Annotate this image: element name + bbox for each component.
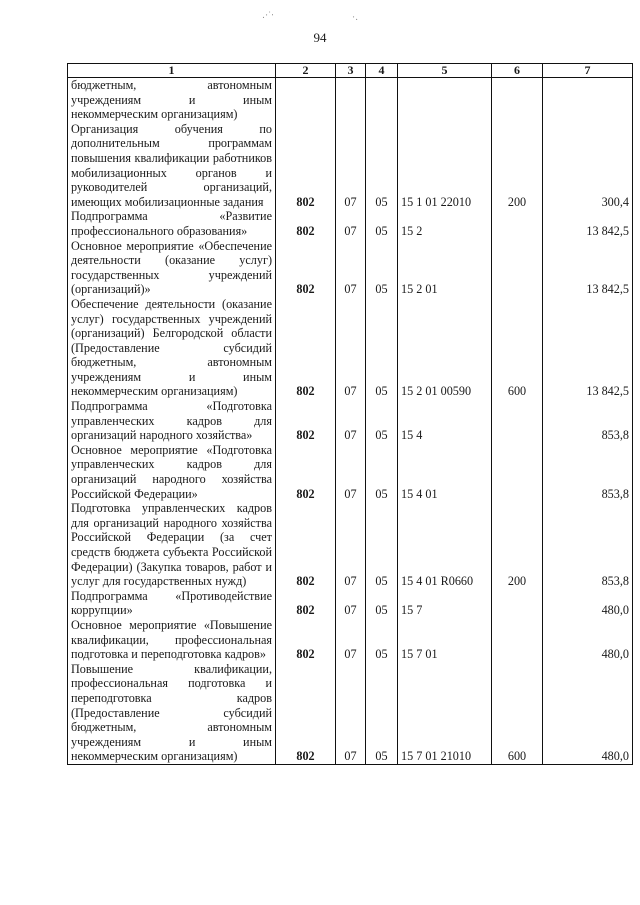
table-row bbox=[68, 209, 633, 238]
row-section: 07 bbox=[336, 662, 366, 765]
row-subsection: 05 bbox=[366, 662, 398, 765]
row-target-article: 15 4 bbox=[398, 399, 492, 443]
row-expense-type: 200 bbox=[492, 122, 543, 210]
row-amount: 480,0 bbox=[543, 618, 633, 662]
row-target-article: 15 4 01 bbox=[398, 443, 492, 501]
header-col-4: 4 bbox=[366, 64, 398, 78]
row-target-article: 15 1 01 22010 bbox=[398, 122, 492, 210]
row-name: Повышение квалификации, профессиональная подготовка и переподготовка кадров (Предоставление субсидий бюджетным, автономным учреждениям и иным некоммерческим организациям) bbox=[68, 662, 276, 765]
row-section: 07 bbox=[336, 501, 366, 589]
row-target-article: 15 7 01 21010 bbox=[398, 662, 492, 765]
table-row bbox=[68, 78, 633, 122]
row-admin-code bbox=[276, 78, 336, 122]
row-amount: 13 842,5 bbox=[543, 209, 633, 238]
header-col-3: 3 bbox=[336, 64, 366, 78]
table-row bbox=[68, 122, 633, 210]
row-subsection: 05 bbox=[366, 239, 398, 297]
row-expense-type bbox=[492, 618, 543, 662]
row-target-article: 15 2 bbox=[398, 209, 492, 238]
row-name: Организация обучения по дополнительным программам повышения квалификации работников мобилизационных органов и руководителей организаций, имеющих мобилизационные задания bbox=[68, 122, 276, 210]
row-target-article: 15 4 01 R0660 bbox=[398, 501, 492, 589]
row-admin-code: 802 bbox=[276, 618, 336, 662]
header-col-6: 6 bbox=[492, 64, 543, 78]
row-admin-code: 802 bbox=[276, 122, 336, 210]
row-section: 07 bbox=[336, 239, 366, 297]
row-expense-type bbox=[492, 443, 543, 501]
row-section bbox=[336, 78, 366, 122]
row-amount: 13 842,5 bbox=[543, 297, 633, 399]
row-admin-code: 802 bbox=[276, 662, 336, 765]
row-subsection: 05 bbox=[366, 443, 398, 501]
budget-table bbox=[67, 63, 633, 765]
row-section: 07 bbox=[336, 297, 366, 399]
row-admin-code: 802 bbox=[276, 443, 336, 501]
row-amount: 480,0 bbox=[543, 662, 633, 765]
row-name: Основное мероприятие «Повышение квалификации, профессиональная подготовка и переподготовка кадров» bbox=[68, 618, 276, 662]
scan-mark: ․⋅˙‧ bbox=[262, 10, 274, 20]
row-amount: 300,4 bbox=[543, 122, 633, 210]
table-row bbox=[68, 662, 633, 765]
header-col-7: 7 bbox=[543, 64, 633, 78]
row-amount: 853,8 bbox=[543, 443, 633, 501]
header-row bbox=[68, 64, 633, 78]
row-subsection: 05 bbox=[366, 589, 398, 618]
row-name: Подпрограмма «Развитие профессионального образования» bbox=[68, 209, 276, 238]
row-name: Обеспечение деятельности (оказание услуг) государственных учреждений (организаций) Белгородской области (Предоставление субсидий бюджетным, автономным учреждениям и иным некоммерческим организациям) bbox=[68, 297, 276, 399]
row-admin-code: 802 bbox=[276, 399, 336, 443]
row-subsection: 05 bbox=[366, 399, 398, 443]
row-section: 07 bbox=[336, 209, 366, 238]
row-section: 07 bbox=[336, 399, 366, 443]
table-row bbox=[68, 297, 633, 399]
row-target-article bbox=[398, 78, 492, 122]
row-admin-code: 802 bbox=[276, 501, 336, 589]
row-name: Подпрограмма «Противодействие коррупции» bbox=[68, 589, 276, 618]
row-expense-type bbox=[492, 399, 543, 443]
row-expense-type: 600 bbox=[492, 662, 543, 765]
table-row bbox=[68, 399, 633, 443]
table-row bbox=[68, 443, 633, 501]
row-admin-code: 802 bbox=[276, 589, 336, 618]
row-name: Подпрограмма «Подготовка управленческих кадров для организаций народного хозяйства» bbox=[68, 399, 276, 443]
row-section: 07 bbox=[336, 122, 366, 210]
row-amount: 480,0 bbox=[543, 589, 633, 618]
row-subsection: 05 bbox=[366, 501, 398, 589]
row-name: Основное мероприятие «Подготовка управленческих кадров для организаций народного хозяйства Российской Федерации» bbox=[68, 443, 276, 501]
row-admin-code: 802 bbox=[276, 297, 336, 399]
header-col-2: 2 bbox=[276, 64, 336, 78]
row-name: бюджетным, автономным учреждениям и иным некоммерческим организациям) bbox=[68, 78, 276, 122]
row-expense-type: 600 bbox=[492, 297, 543, 399]
row-amount: 853,8 bbox=[543, 399, 633, 443]
row-admin-code: 802 bbox=[276, 239, 336, 297]
row-target-article: 15 2 01 00590 bbox=[398, 297, 492, 399]
row-amount: 13 842,5 bbox=[543, 239, 633, 297]
row-admin-code: 802 bbox=[276, 209, 336, 238]
row-subsection: 05 bbox=[366, 618, 398, 662]
row-expense-type bbox=[492, 589, 543, 618]
row-section: 07 bbox=[336, 589, 366, 618]
row-subsection bbox=[366, 78, 398, 122]
row-expense-type bbox=[492, 209, 543, 238]
row-section: 07 bbox=[336, 618, 366, 662]
row-expense-type bbox=[492, 239, 543, 297]
header-col-1: 1 bbox=[68, 64, 276, 78]
table-row bbox=[68, 501, 633, 589]
page-number: 94 bbox=[313, 30, 327, 45]
row-subsection: 05 bbox=[366, 297, 398, 399]
row-subsection: 05 bbox=[366, 209, 398, 238]
row-subsection: 05 bbox=[366, 122, 398, 210]
table-row bbox=[68, 589, 633, 618]
table-row bbox=[68, 239, 633, 297]
header-col-5: 5 bbox=[398, 64, 492, 78]
row-expense-type bbox=[492, 78, 543, 122]
row-target-article: 15 7 01 bbox=[398, 618, 492, 662]
row-expense-type: 200 bbox=[492, 501, 543, 589]
table-row bbox=[68, 618, 633, 662]
row-amount: 853,8 bbox=[543, 501, 633, 589]
row-target-article: 15 7 bbox=[398, 589, 492, 618]
row-section: 07 bbox=[336, 443, 366, 501]
row-name: Основное мероприятие «Обеспечение деятельности (оказание услуг) государственных учреждений (организаций)» bbox=[68, 239, 276, 297]
row-target-article: 15 2 01 bbox=[398, 239, 492, 297]
row-name: Подготовка управленческих кадров для организаций народного хозяйства Российской Федерации (за счет средств бюджета субъекта Российской Федерации) (Закупка товаров, работ и услуг для государственных нужд) bbox=[68, 501, 276, 589]
row-amount bbox=[543, 78, 633, 122]
scan-mark: ⋅․ bbox=[352, 12, 359, 22]
